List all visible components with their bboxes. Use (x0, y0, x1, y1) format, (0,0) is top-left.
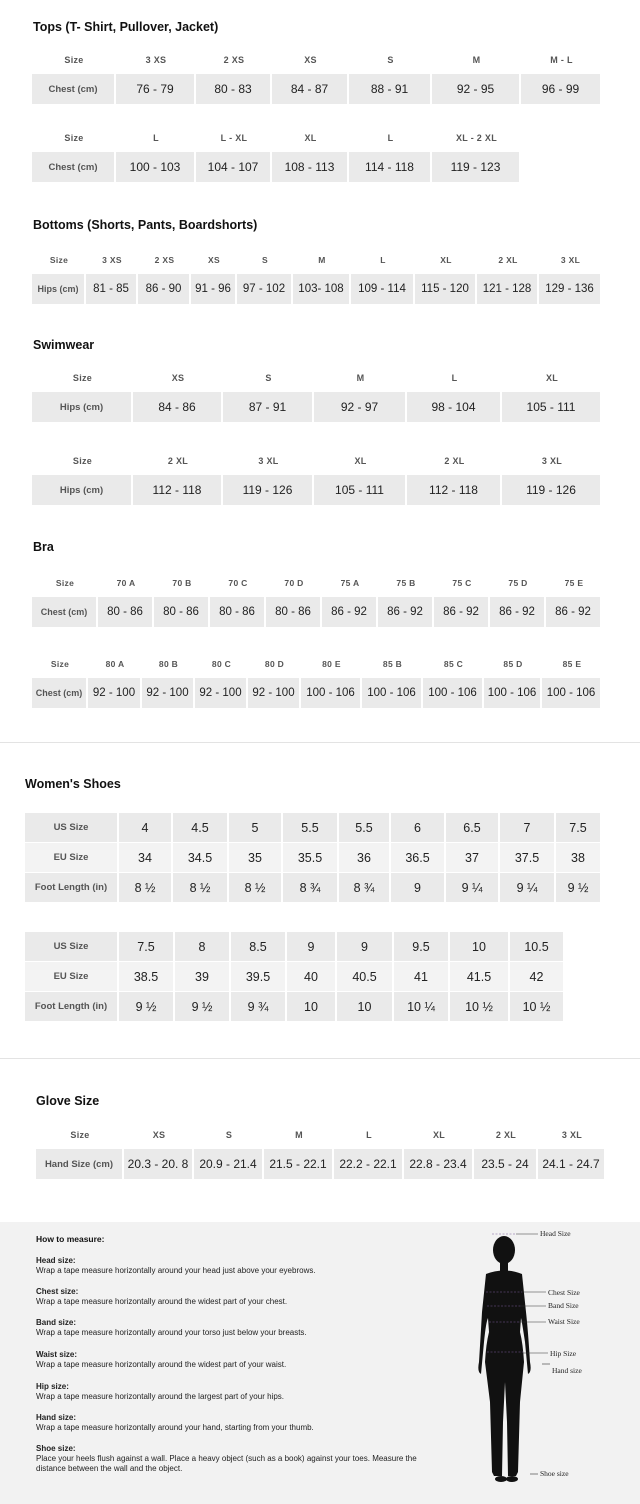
label-band-size: Band Size (548, 1301, 579, 1310)
measure-heading: Shoe size: (36, 1444, 76, 1453)
size-value: 100 - 106 (484, 678, 542, 708)
size-header: 3 XS (102, 255, 122, 265)
gloves-table (36, 1121, 606, 1179)
size-header: S (387, 55, 394, 65)
size-header: 75 C (452, 578, 472, 588)
foot-length: 8 ¾ (283, 873, 339, 903)
size-header: 75 A (340, 578, 360, 588)
size-header: 2 XL (498, 255, 518, 265)
size-header: 85 E (562, 659, 582, 669)
us-size: 8.5 (231, 932, 287, 962)
how-to-measure-title: How to measure: (36, 1234, 105, 1244)
us-size: 4.5 (173, 813, 229, 843)
size-value: 104 - 107 (196, 152, 272, 182)
size-header: S (262, 255, 268, 265)
eu-size: 39.5 (231, 962, 287, 992)
us-size: 7.5 (556, 813, 602, 843)
size-header-label: Size (50, 659, 70, 669)
size-header: M (472, 55, 481, 65)
foot-length: 10 (287, 992, 337, 1022)
measure-text: Place your heels flush against a wall. Place a heavy object (such as a book) against your toes. Measure the distance between the wall and the object. (36, 1454, 417, 1473)
size-header: XS (171, 373, 185, 383)
row-label: Hips (cm) (32, 274, 86, 304)
measure-text: Wrap a tape measure horizontally around the widest part of your waist. (36, 1360, 287, 1369)
size-header: L (451, 373, 458, 383)
measure-chest (36, 1287, 446, 1307)
shoes-table-1 (25, 813, 602, 903)
foot-length: 8 ½ (229, 873, 283, 903)
size-header: XL (304, 133, 317, 143)
body-measurement-figure (470, 1222, 640, 1504)
tops-table-1 (32, 46, 602, 104)
size-header: M - L (550, 55, 573, 65)
size-header: 2 XS (154, 255, 175, 265)
measure-text: Wrap a tape measure horizontally around your hand, starting from your thumb. (36, 1423, 314, 1432)
size-header: 2 XS (223, 55, 245, 65)
size-header: L (380, 255, 386, 265)
eu-size: 38.5 (119, 962, 175, 992)
size-value: 92 - 100 (142, 678, 195, 708)
size-value: 86 - 92 (546, 597, 602, 627)
foot-length: 8 ½ (119, 873, 173, 903)
row-label: Chest (cm) (32, 74, 116, 104)
size-value: 114 - 118 (349, 152, 432, 182)
size-header: 2 XL (444, 456, 465, 466)
measure-text: Wrap a tape measure horizontally around your head just above your eyebrows. (36, 1266, 316, 1275)
size-header: XL (432, 1130, 446, 1140)
size-value: 86 - 92 (434, 597, 490, 627)
size-value: 100 - 103 (116, 152, 196, 182)
row-label: EU Size (25, 962, 119, 992)
size-header: XS (208, 255, 220, 265)
size-value: 22.2 - 22.1 (334, 1149, 404, 1179)
size-value: 112 - 118 (407, 475, 502, 505)
size-header: L (387, 133, 394, 143)
row-label: Hips (cm) (32, 475, 133, 505)
size-header: M (295, 1130, 303, 1140)
size-value: 108 - 113 (272, 152, 349, 182)
size-value: 96 - 99 (521, 74, 602, 104)
measure-heading: Band size: (36, 1318, 77, 1327)
measure-text: Wrap a tape measure horizontally around your torso just below your breasts. (36, 1328, 307, 1337)
foot-length: 9 ¾ (231, 992, 287, 1022)
size-value: 91 - 96 (191, 274, 237, 304)
size-value: 119 - 126 (223, 475, 314, 505)
us-size: 5 (229, 813, 283, 843)
size-value: 92 - 97 (314, 392, 407, 422)
eu-size: 34.5 (173, 843, 229, 873)
size-value: 86 - 92 (490, 597, 546, 627)
size-value: 105 - 111 (314, 475, 407, 505)
measure-hand (36, 1413, 446, 1433)
size-value: 81 - 85 (86, 274, 138, 304)
row-label: Foot Length (in) (25, 873, 119, 903)
size-header: XL - 2 XL (455, 133, 498, 143)
eu-size: 35.5 (283, 843, 339, 873)
us-size: 8 (175, 932, 231, 962)
us-size: 9 (337, 932, 394, 962)
size-header: XS (304, 55, 317, 65)
size-value: 98 - 104 (407, 392, 502, 422)
size-header: XL (440, 255, 452, 265)
size-header: 80 B (158, 659, 179, 669)
size-value: 92 - 100 (195, 678, 248, 708)
body-silhouette (478, 1236, 530, 1482)
size-value: 22.8 - 23.4 (404, 1149, 474, 1179)
size-header: 85 C (443, 659, 464, 669)
swimwear-title: Swimwear (33, 338, 95, 352)
bra-table-1 (32, 569, 602, 627)
size-value: 100 - 106 (362, 678, 423, 708)
label-hand-size: Hand size (552, 1366, 582, 1375)
size-value: 21.5 - 22.1 (264, 1149, 334, 1179)
size-value: 97 - 102 (237, 274, 293, 304)
measure-heading: Waist size: (36, 1350, 78, 1359)
label-head-size: Head Size (540, 1229, 571, 1238)
measure-heading: Head size: (36, 1256, 76, 1265)
size-value: 86 - 92 (378, 597, 434, 627)
size-header: 70 A (116, 578, 136, 588)
size-header-label: Size (64, 55, 84, 65)
measure-text: Wrap a tape measure horizontally around the widest part of your chest. (36, 1297, 288, 1306)
size-header: L (366, 1130, 372, 1140)
measure-heading: Hip size: (36, 1382, 69, 1391)
label-shoe-size: Shoe size (540, 1469, 569, 1478)
size-header-label: Size (72, 456, 93, 466)
us-size: 7 (500, 813, 556, 843)
eu-size: 35 (229, 843, 283, 873)
section-divider (0, 742, 640, 743)
size-value: 103- 108 (293, 274, 351, 304)
eu-size: 40 (287, 962, 337, 992)
foot-length: 10 ½ (510, 992, 565, 1022)
measure-head (36, 1256, 446, 1276)
size-header: 75 D (508, 578, 528, 588)
size-header: M (356, 373, 365, 383)
size-header-label: Size (55, 578, 75, 588)
size-header: S (225, 1130, 233, 1140)
size-value: 112 - 118 (133, 475, 223, 505)
size-header: 80 C (211, 659, 232, 669)
foot-length: 8 ¾ (339, 873, 391, 903)
size-value: 80 - 83 (196, 74, 272, 104)
foot-length: 9 (391, 873, 446, 903)
size-header: 70 D (284, 578, 304, 588)
size-value: 92 - 100 (248, 678, 301, 708)
measure-hip (36, 1382, 446, 1402)
foot-length: 9 ½ (119, 992, 175, 1022)
size-header: 3 XS (145, 55, 167, 65)
foot-length: 8 ½ (173, 873, 229, 903)
size-value: 76 - 79 (116, 74, 196, 104)
eu-size: 39 (175, 962, 231, 992)
label-chest-size: Chest Size (548, 1288, 580, 1297)
measure-heading: Hand size: (36, 1413, 77, 1422)
foot-length: 10 ¼ (394, 992, 450, 1022)
size-value: 115 - 120 (415, 274, 477, 304)
size-value: 100 - 106 (542, 678, 602, 708)
size-value: 20.3 - 20. 8 (124, 1149, 194, 1179)
measure-text: Wrap a tape measure horizontally around the largest part of your hips. (36, 1392, 284, 1401)
size-value: 24.1 - 24.7 (538, 1149, 606, 1179)
bottoms-table (32, 246, 602, 304)
eu-size: 40.5 (337, 962, 394, 992)
size-value: 23.5 - 24 (474, 1149, 538, 1179)
row-label: EU Size (25, 843, 119, 873)
size-header-label: Size (49, 255, 69, 265)
size-value: 105 - 111 (502, 392, 602, 422)
eu-size: 37.5 (500, 843, 556, 873)
section-divider (0, 1058, 640, 1059)
size-header: 70 B (172, 578, 192, 588)
size-value: 100 - 106 (423, 678, 484, 708)
size-header: L (153, 133, 159, 143)
row-label: US Size (25, 932, 119, 962)
eu-size: 41.5 (450, 962, 510, 992)
size-header: S (265, 373, 272, 383)
size-value: 80 - 86 (210, 597, 266, 627)
size-header: 2 XL (167, 456, 189, 466)
size-header-label: Size (70, 1130, 90, 1140)
tops-table-2 (32, 124, 521, 182)
size-value: 80 - 86 (154, 597, 210, 627)
size-value: 80 - 86 (266, 597, 322, 627)
swimwear-table-1 (32, 364, 602, 422)
eu-size: 34 (119, 843, 173, 873)
size-value: 92 - 95 (432, 74, 521, 104)
how-to-measure-panel (0, 1222, 640, 1504)
bottoms-title: Bottoms (Shorts, Pants, Boardshorts) (33, 218, 258, 232)
bra-title: Bra (33, 540, 54, 554)
size-header: 75 E (564, 578, 584, 588)
size-value: 119 - 126 (502, 475, 602, 505)
row-label: Hips (cm) (32, 392, 133, 422)
measure-shoe (36, 1444, 446, 1474)
size-header: 80 A (105, 659, 125, 669)
eu-size: 36.5 (391, 843, 446, 873)
size-value: 86 - 92 (322, 597, 378, 627)
us-size: 5.5 (339, 813, 391, 843)
row-label: Foot Length (in) (25, 992, 119, 1022)
size-value: 119 - 123 (432, 152, 521, 182)
us-size: 9 (287, 932, 337, 962)
eu-size: 42 (510, 962, 565, 992)
size-header: 2 XL (495, 1130, 517, 1140)
size-value: 87 - 91 (223, 392, 314, 422)
size-header: 3 XL (541, 456, 563, 466)
size-value: 129 - 136 (539, 274, 602, 304)
us-size: 6.5 (446, 813, 500, 843)
us-size: 6 (391, 813, 446, 843)
us-size: 7.5 (119, 932, 175, 962)
size-header: M (318, 255, 326, 265)
size-value: 121 - 128 (477, 274, 539, 304)
size-value: 84 - 87 (272, 74, 349, 104)
row-label: Hand Size (cm) (36, 1149, 124, 1179)
us-size: 4 (119, 813, 173, 843)
row-label: Chest (cm) (32, 678, 88, 708)
shoes-table-2 (25, 932, 565, 1022)
row-label: Chest (cm) (32, 597, 98, 627)
measure-heading: Chest size: (36, 1287, 79, 1296)
foot-length: 10 ½ (450, 992, 510, 1022)
foot-length: 9 ¼ (500, 873, 556, 903)
foot-length: 9 ½ (556, 873, 602, 903)
us-size: 10 (450, 932, 510, 962)
us-size: 9.5 (394, 932, 450, 962)
measure-band (36, 1318, 446, 1338)
size-header: 80 E (322, 659, 341, 669)
row-label: US Size (25, 813, 119, 843)
label-waist-size: Waist Size (548, 1317, 580, 1326)
size-value: 86 - 90 (138, 274, 191, 304)
us-size: 10.5 (510, 932, 565, 962)
size-header: XL (354, 456, 367, 466)
gloves-title: Glove Size (36, 1094, 100, 1108)
size-header: 85 B (382, 659, 403, 669)
size-header: 70 C (228, 578, 248, 588)
size-header: L - XL (220, 133, 248, 143)
swimwear-table-2 (32, 447, 602, 505)
eu-size: 36 (339, 843, 391, 873)
size-header: 3 XL (561, 1130, 583, 1140)
bra-table-2 (32, 650, 602, 708)
size-value: 84 - 86 (133, 392, 223, 422)
tops-title: Tops (T- Shirt, Pullover, Jacket) (33, 20, 219, 34)
size-value: 20.9 - 21.4 (194, 1149, 264, 1179)
size-header-label: Size (72, 373, 93, 383)
eu-size: 37 (446, 843, 500, 873)
size-value: 92 - 100 (88, 678, 142, 708)
label-hip-size: Hip Size (550, 1349, 577, 1358)
size-header: 3 XL (560, 255, 581, 265)
size-header: 85 D (503, 659, 523, 669)
eu-size: 38 (556, 843, 602, 873)
size-value: 80 - 86 (98, 597, 154, 627)
size-value: 109 - 114 (351, 274, 415, 304)
foot-length: 9 ½ (175, 992, 231, 1022)
size-header: 80 D (264, 659, 285, 669)
size-value: 88 - 91 (349, 74, 432, 104)
size-header: XL (545, 373, 559, 383)
size-header: 75 B (396, 578, 416, 588)
size-header: 3 XL (258, 456, 279, 466)
foot-length: 9 ¼ (446, 873, 500, 903)
size-value: 100 - 106 (301, 678, 362, 708)
size-header-label: Size (64, 133, 84, 143)
shoes-title: Women's Shoes (25, 777, 121, 791)
foot-length: 10 (337, 992, 394, 1022)
size-header: XS (152, 1130, 166, 1140)
row-label: Chest (cm) (32, 152, 116, 182)
eu-size: 41 (394, 962, 450, 992)
measure-waist (36, 1350, 446, 1370)
us-size: 5.5 (283, 813, 339, 843)
